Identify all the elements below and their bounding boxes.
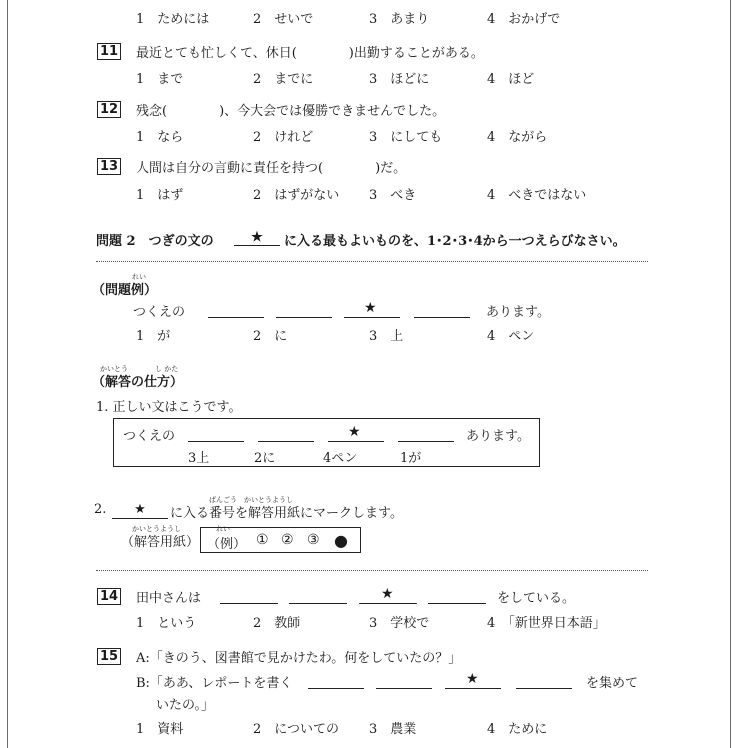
q13-text: 人間は自分の言動に責任を持つ( )だ。 — [136, 161, 407, 176]
example-star-icon: ★ — [364, 300, 377, 316]
q13-choice-1[interactable]: 1 はず — [136, 188, 184, 203]
q13-choice-3[interactable]: 3 べき — [369, 188, 417, 203]
q15-blank-1[interactable] — [308, 687, 364, 689]
q10-choice-4[interactable]: 4 おかげで — [487, 12, 561, 27]
q12-text: 残念( )、今大会では優勝できませんでした。 — [136, 104, 446, 119]
sheet-mark-filled-icon: ● — [334, 531, 348, 550]
q14-blank-4[interactable] — [428, 602, 486, 604]
q15-blank-2[interactable] — [376, 687, 432, 689]
mondai2-suffix: に入る最もよいものを、1･2･3･4から一つえらびなさい。 — [284, 234, 626, 249]
method-ruby-shikata: し かた — [155, 365, 179, 373]
q12-choice-4[interactable]: 4 ながら — [487, 130, 548, 145]
example-heading: （問題例） — [92, 283, 158, 298]
q11-number: 11 — [97, 43, 121, 60]
sheet-mark-3: ③ — [307, 532, 320, 548]
box-item-1: 3上 — [188, 451, 210, 466]
q11-text: 最近とても忙しくて、休日( )出勤することがある。 — [136, 46, 484, 61]
example-ruby: れい — [132, 273, 146, 281]
box-blank-4 — [398, 440, 454, 442]
method-ruby-kaitou: かいとう — [100, 365, 128, 373]
example-choice-3: 3 上 — [369, 329, 404, 344]
q15-choice-1[interactable]: 1 資料 — [136, 722, 184, 737]
sheet-label: （解答用紙） — [121, 535, 200, 550]
divider-1 — [96, 261, 648, 262]
q12-choice-3[interactable]: 3 にしても — [369, 130, 443, 145]
example-blank-1[interactable] — [208, 316, 264, 318]
q11-choice-3[interactable]: 3 ほどに — [369, 72, 430, 87]
q14-sentence-start: 田中さんは — [136, 591, 202, 606]
box-star-icon: ★ — [348, 424, 361, 440]
q15-number: 15 — [97, 648, 121, 665]
divider-2 — [96, 570, 648, 571]
q15-line3: いたの。」 — [156, 698, 214, 713]
q12-number: 12 — [97, 101, 121, 118]
q15-line1: A:「きのう、図書館で見かけたわ。何をしていたの？」 — [136, 651, 462, 666]
q14-choice-2[interactable]: 2 教師 — [253, 616, 301, 631]
example-sentence-end: あります。 — [486, 305, 550, 320]
q15-blank-4[interactable] — [516, 687, 572, 689]
q14-choice-1[interactable]: 1 という — [136, 616, 197, 631]
method-step2-prefix: 2. — [94, 502, 107, 517]
box-item-2: 2に — [254, 451, 276, 466]
q14-choice-3[interactable]: 3 学校で — [369, 616, 430, 631]
q14-blank-2[interactable] — [289, 602, 347, 604]
method-step2-star: ★ — [112, 502, 168, 519]
example-choice-1: 1 が — [136, 329, 171, 344]
q14-sentence-end: をしている。 — [497, 591, 576, 606]
q11-choice-4[interactable]: 4 ほど — [487, 72, 535, 87]
method-ruby-bangou: ばんごう — [209, 496, 237, 504]
sheet-example-ruby: れい — [216, 525, 230, 533]
box-item-3: 4ペン — [323, 451, 358, 466]
q12-choice-2[interactable]: 2 けれど — [253, 130, 314, 145]
method-ruby-kaitouyoushi: かいとうようし — [244, 496, 293, 504]
example-choice-4: 4 ペン — [487, 329, 535, 344]
q10-choice-2[interactable]: 2 せいで — [253, 12, 314, 27]
example-choice-2: 2 に — [253, 329, 288, 344]
sheet-mark-1: ① — [256, 532, 269, 548]
method-step1: 1. 正しい文はこうです。 — [96, 400, 242, 415]
q15-line2-start: B:「ああ、レポートを書く — [136, 676, 293, 691]
example-blank-4[interactable] — [414, 316, 470, 318]
box-blank-3 — [328, 440, 384, 442]
document-page — [7, 0, 731, 748]
q11-choice-2[interactable]: 2 までに — [253, 72, 314, 87]
q15-choice-2[interactable]: 2 についての — [253, 722, 340, 737]
box-blank-1 — [188, 440, 244, 442]
box-sentence-start: つくえの — [123, 429, 176, 444]
q15-star-icon: ★ — [466, 671, 479, 687]
example-blank-3[interactable] — [344, 316, 400, 318]
q15-line2-end: を集めて — [586, 676, 639, 691]
q13-choice-2[interactable]: 2 はずがない — [253, 188, 340, 203]
q15-choice-4[interactable]: 4 ために — [487, 722, 548, 737]
sheet-mark-2: ② — [281, 532, 294, 548]
q13-number: 13 — [97, 158, 121, 175]
sheet-ruby: かいとうようし — [132, 525, 181, 533]
q10-choice-3[interactable]: 3 あまり — [369, 12, 430, 27]
example-sentence-start: つくえの — [133, 305, 186, 320]
q15-choice-3[interactable]: 3 農業 — [369, 722, 417, 737]
mondai2-prefix: 問題 2 つぎの文の — [96, 234, 214, 249]
method-heading: （解答の仕方） — [92, 375, 184, 390]
q10-choice-1[interactable]: 1 ためには — [136, 12, 210, 27]
method-step2-text: に入る番号を解答用紙にマークします。 — [170, 506, 403, 521]
q14-blank-3[interactable] — [359, 602, 417, 604]
q12-choice-1[interactable]: 1 なら — [136, 130, 184, 145]
box-sentence-end: あります。 — [466, 429, 530, 444]
q15-blank-3[interactable] — [445, 687, 501, 689]
q13-choice-4[interactable]: 4 べきではない — [487, 188, 587, 203]
q14-star-icon: ★ — [381, 586, 394, 602]
q11-choice-1[interactable]: 1 まで — [136, 72, 184, 87]
q14-blank-1[interactable] — [220, 602, 278, 604]
example-blank-2[interactable] — [276, 316, 332, 318]
q14-number: 14 — [97, 588, 121, 605]
mondai2-star: ★ — [234, 230, 280, 246]
sheet-example: （例） — [207, 537, 247, 552]
q14-choice-4[interactable]: 4 「新世界日本語」 — [487, 616, 606, 631]
box-blank-2 — [258, 440, 314, 442]
box-item-4: 1が — [400, 451, 422, 466]
